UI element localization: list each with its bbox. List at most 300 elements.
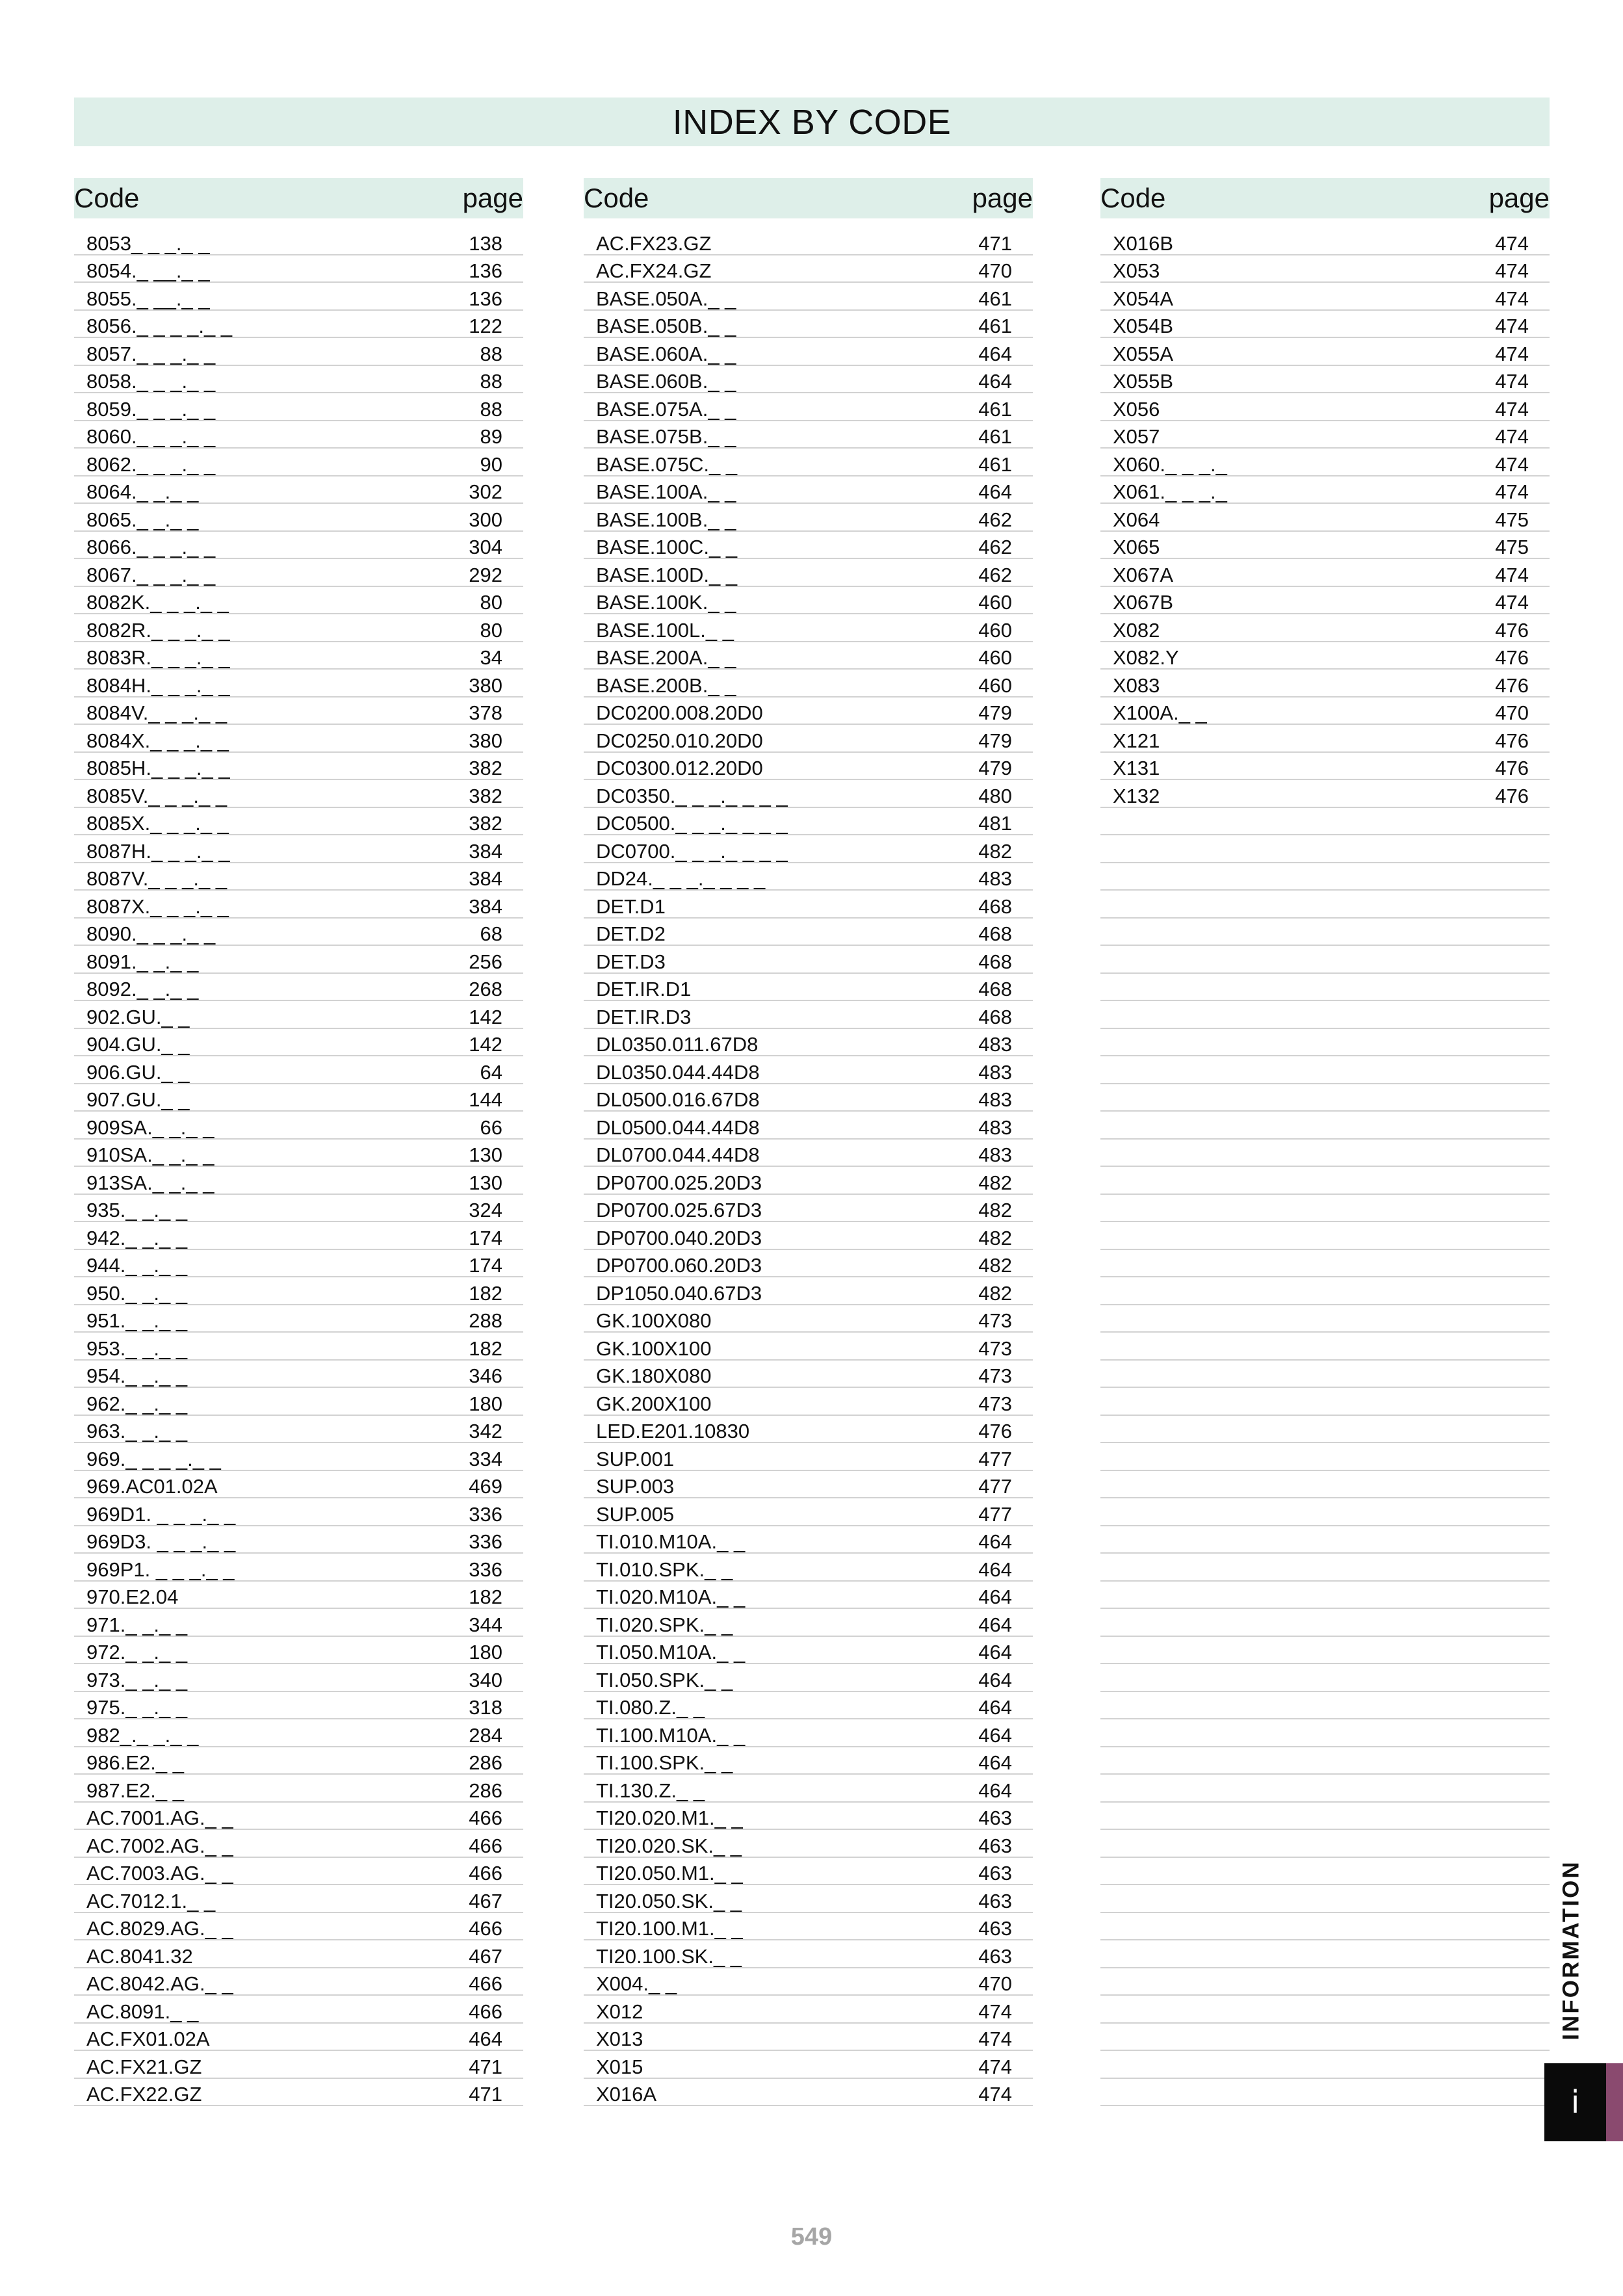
page-cell: 471 — [469, 2055, 502, 2078]
page-cell: 464 — [978, 1585, 1012, 1608]
index-row — [584, 614, 1033, 642]
index-row — [1100, 1803, 1550, 1831]
code-cell: BASE.060B._ _ — [596, 370, 736, 393]
index-row — [584, 1443, 1033, 1471]
code-cell: AC.8091._ _ — [86, 2000, 199, 2023]
index-row — [1100, 1637, 1550, 1665]
page-cell: 464 — [978, 1641, 1012, 1663]
page-cell: 474 — [1495, 591, 1529, 614]
index-row — [584, 1692, 1033, 1720]
index-row — [74, 1029, 523, 1057]
index-row — [1100, 1250, 1550, 1278]
page-cell: 88 — [480, 342, 502, 365]
code-header: Code — [584, 183, 649, 213]
index-row — [74, 1167, 523, 1195]
page-cell: 378 — [469, 701, 502, 724]
code-cell: DL0350.044.44D8 — [596, 1060, 760, 1084]
page-cell: 256 — [469, 950, 502, 973]
index-rows — [584, 228, 1033, 2106]
code-cell: 8087V._ _ _._ _ — [86, 867, 227, 890]
page-cell: 474 — [1495, 370, 1529, 393]
page-cell: 130 — [469, 1171, 502, 1194]
page-cell: 474 — [1495, 259, 1529, 282]
index-row — [74, 532, 523, 560]
index-row — [74, 1001, 523, 1029]
index-row — [1100, 476, 1550, 504]
code-cell: 987.E2._ _ — [86, 1779, 184, 1802]
code-cell: 8092._ _._ _ — [86, 978, 199, 1000]
code-cell: SUP.005 — [596, 1502, 675, 1526]
index-row — [74, 1526, 523, 1554]
index-row — [584, 1167, 1033, 1195]
code-cell: 8067._ _ _._ _ — [86, 563, 216, 586]
page-cell: 482 — [978, 1281, 1012, 1305]
page-cell: 471 — [469, 2083, 502, 2106]
code-cell: 913SA._ _._ _ — [86, 1171, 214, 1194]
page-cell: 474 — [978, 2028, 1012, 2050]
code-cell: TI.020.SPK._ _ — [596, 1613, 733, 1636]
code-cell: DP0700.060.20D3 — [596, 1254, 762, 1277]
code-cell: 8062._ _ _._ _ — [86, 452, 216, 476]
index-row — [1100, 919, 1550, 946]
code-cell: X060._ _ _._ — [1113, 452, 1227, 476]
page-cell: 466 — [469, 2000, 502, 2023]
page-cell: 461 — [978, 425, 1012, 448]
index-row — [74, 1084, 523, 1112]
page-cell: 479 — [978, 701, 1012, 724]
info-tab-glyph: i — [1570, 2084, 1580, 2120]
page-cell: 138 — [469, 231, 502, 255]
code-cell: DL0500.044.44D8 — [596, 1115, 760, 1139]
index-row — [584, 670, 1033, 698]
code-cell: X082.Y — [1113, 646, 1179, 669]
index-row — [1100, 1140, 1550, 1168]
index-row — [584, 393, 1033, 421]
code-cell: BASE.100C._ _ — [596, 536, 738, 558]
code-cell: 975._ _._ _ — [86, 1696, 188, 1719]
code-cell: GK.200X100 — [596, 1392, 712, 1415]
index-row — [1100, 228, 1550, 255]
page-cell: 336 — [469, 1502, 502, 1526]
index-row — [584, 753, 1033, 781]
page-cell: 470 — [978, 1972, 1012, 1995]
page-cell: 346 — [469, 1364, 502, 1387]
page-cell: 136 — [469, 259, 502, 282]
index-row — [1100, 421, 1550, 449]
code-cell: 8084H._ _ _._ _ — [86, 673, 230, 697]
page-header: page — [1488, 183, 1550, 213]
code-cell: 8059._ _ _._ _ — [86, 397, 216, 421]
page-cell: 336 — [469, 1530, 502, 1553]
page-cell: 473 — [978, 1392, 1012, 1415]
index-row — [584, 421, 1033, 449]
page-cell: 284 — [469, 1723, 502, 1747]
code-cell: 962._ _._ _ — [86, 1392, 188, 1415]
code-cell: X067B — [1113, 591, 1174, 614]
code-cell: 904.GU._ _ — [86, 1033, 190, 1056]
code-cell: BASE.200B._ _ — [596, 673, 736, 697]
code-cell: TI20.050.SK._ _ — [596, 1889, 742, 1912]
code-cell: 953._ _._ _ — [86, 1337, 188, 1360]
page-cell: 473 — [978, 1309, 1012, 1332]
index-row — [1100, 2051, 1550, 2079]
page-cell: 463 — [978, 1807, 1012, 1829]
section-label-text: INFORMATION — [1559, 1860, 1585, 2041]
code-cell: 963._ _._ _ — [86, 1420, 188, 1442]
page-header: page — [972, 183, 1033, 213]
index-row — [1100, 1913, 1550, 1941]
code-cell: DC0700._ _ _._ _ _ _ — [596, 839, 788, 863]
index-row — [584, 2051, 1033, 2079]
index-row — [74, 780, 523, 808]
index-row — [74, 1250, 523, 1278]
index-row — [74, 2024, 523, 2052]
index-row — [1100, 1388, 1550, 1416]
page-cell: 483 — [978, 1060, 1012, 1084]
index-row — [584, 863, 1033, 891]
code-cell: BASE.100D._ _ — [596, 563, 738, 586]
code-cell: TI.010.M10A._ _ — [596, 1530, 746, 1553]
index-row — [74, 698, 523, 725]
index-row — [584, 1112, 1033, 1140]
page-cell: 174 — [469, 1254, 502, 1277]
code-cell: BASE.060A._ _ — [596, 342, 736, 365]
page-cell: 336 — [469, 1558, 502, 1581]
index-row — [584, 1637, 1033, 1665]
index-row — [1100, 504, 1550, 532]
code-cell: X131 — [1113, 757, 1160, 779]
code-cell: AC.8042.AG._ _ — [86, 1972, 233, 1995]
page-cell: 474 — [978, 2000, 1012, 2023]
page-cell: 469 — [469, 1475, 502, 1498]
code-cell: 8082R._ _ _._ _ — [86, 618, 230, 642]
page-cell: 476 — [1495, 618, 1529, 642]
index-row — [74, 587, 523, 615]
code-cell: AC.7001.AG._ _ — [86, 1807, 233, 1829]
index-row — [74, 1471, 523, 1499]
code-cell: BASE.100K._ _ — [596, 591, 736, 614]
code-cell: X056 — [1113, 397, 1160, 421]
page-cell: 474 — [1495, 425, 1529, 448]
page-cell: 122 — [469, 315, 502, 337]
page-cell: 464 — [978, 1558, 1012, 1581]
index-row — [584, 1140, 1033, 1168]
code-cell: X054A — [1113, 287, 1174, 310]
page-cell: 382 — [469, 757, 502, 779]
page-cell: 300 — [469, 508, 502, 531]
index-row — [74, 1913, 523, 1941]
index-row — [584, 449, 1033, 476]
index-row — [74, 2079, 523, 2107]
column-header — [584, 178, 1033, 218]
index-row — [1100, 698, 1550, 725]
page-cell: 180 — [469, 1641, 502, 1663]
code-cell: BASE.100A._ _ — [596, 480, 736, 503]
index-row — [74, 808, 523, 836]
index-row — [74, 1609, 523, 1637]
code-cell: TI.100.SPK._ _ — [596, 1751, 733, 1774]
index-row — [584, 891, 1033, 919]
code-cell: AC.7002.AG._ _ — [86, 1834, 233, 1857]
index-row — [1100, 587, 1550, 615]
code-cell: X100A._ _ — [1113, 701, 1207, 724]
page-cell: 471 — [978, 231, 1012, 255]
page-cell: 464 — [978, 1751, 1012, 1774]
index-row — [74, 1140, 523, 1168]
page-cell: 464 — [978, 1613, 1012, 1636]
code-cell: X055A — [1113, 342, 1174, 365]
code-cell: TI.050.M10A._ _ — [596, 1641, 746, 1663]
code-cell: DL0350.011.67D8 — [596, 1033, 759, 1056]
page-cell: 268 — [469, 978, 502, 1000]
index-row — [584, 1940, 1033, 1968]
index-row — [74, 1885, 523, 1913]
code-cell: X067A — [1113, 563, 1174, 586]
index-row — [74, 476, 523, 504]
index-row — [584, 1858, 1033, 1886]
index-row — [74, 891, 523, 919]
page-cell: 142 — [469, 1005, 502, 1028]
info-icon[interactable] — [1544, 2063, 1606, 2141]
index-row — [1100, 946, 1550, 974]
page-cell: 344 — [469, 1613, 502, 1636]
code-cell: AC.8041.32 — [86, 1944, 193, 1968]
page-cell: 476 — [1495, 646, 1529, 669]
index-row — [584, 1388, 1033, 1416]
index-row — [584, 311, 1033, 339]
code-cell: GK.100X080 — [596, 1309, 712, 1332]
index-row — [1100, 393, 1550, 421]
index-row — [1100, 1554, 1550, 1582]
code-cell: 8057._ _ _._ _ — [86, 342, 216, 365]
code-cell: TI20.050.M1._ _ — [596, 1862, 743, 1885]
page-cell: 182 — [469, 1585, 502, 1608]
code-cell: DD24._ _ _._ _ _ _ — [596, 867, 766, 890]
page-cell: 461 — [978, 397, 1012, 421]
page-cell: 384 — [469, 867, 502, 890]
index-row — [1100, 1526, 1550, 1554]
index-row — [584, 559, 1033, 587]
page-cell: 68 — [480, 922, 502, 945]
page-cell: 476 — [1495, 784, 1529, 807]
page-cell: 476 — [1495, 729, 1529, 752]
page-cell: 464 — [978, 342, 1012, 365]
index-row — [584, 476, 1033, 504]
index-row — [1100, 808, 1550, 836]
page-cell: 80 — [480, 618, 502, 642]
code-cell: 8053_ _ _._ _ — [86, 231, 210, 255]
index-row — [1100, 1858, 1550, 1886]
index-row — [1100, 1112, 1550, 1140]
code-cell: AC.FX01.02A — [86, 2028, 210, 2050]
index-row — [1100, 338, 1550, 366]
index-row — [1100, 366, 1550, 394]
index-row — [584, 1885, 1033, 1913]
page-cell: 80 — [480, 591, 502, 614]
code-cell: AC.7012.1._ _ — [86, 1889, 216, 1912]
page-cell: 460 — [978, 591, 1012, 614]
page-cell: 466 — [469, 1972, 502, 1995]
code-cell: DP0700.025.67D3 — [596, 1199, 762, 1221]
index-row — [74, 1305, 523, 1333]
page-cell: 474 — [978, 2083, 1012, 2106]
index-row — [584, 1913, 1033, 1941]
code-cell: 8065._ _._ _ — [86, 508, 199, 531]
index-row — [1100, 891, 1550, 919]
page-cell: 340 — [469, 1668, 502, 1691]
index-row — [584, 1222, 1033, 1250]
index-row — [584, 2024, 1033, 2052]
index-row — [74, 614, 523, 642]
page-cell: 477 — [978, 1447, 1012, 1470]
index-row — [1100, 1968, 1550, 1996]
page-cell: 480 — [978, 784, 1012, 807]
index-row — [74, 835, 523, 863]
index-row — [584, 1609, 1033, 1637]
code-cell: TI.130.Z._ _ — [596, 1779, 705, 1802]
code-cell: 8084X._ _ _._ _ — [86, 729, 229, 752]
page-cell: 474 — [1495, 287, 1529, 310]
code-cell: 8082K._ _ _._ _ — [86, 591, 229, 614]
code-header: Code — [1100, 183, 1166, 213]
code-cell: 969D3. _ _ _._ _ — [86, 1530, 236, 1553]
page-cell: 382 — [469, 812, 502, 835]
index-row — [584, 835, 1033, 863]
index-row — [584, 1305, 1033, 1333]
index-row — [1100, 1361, 1550, 1389]
page-cell: 464 — [978, 1668, 1012, 1691]
index-row — [584, 338, 1033, 366]
page-cell: 460 — [978, 673, 1012, 697]
index-row — [584, 1471, 1033, 1499]
index-row — [1100, 753, 1550, 781]
code-cell: TI.100.M10A._ _ — [596, 1723, 746, 1747]
index-row — [1100, 1167, 1550, 1195]
page-cell: 130 — [469, 1143, 502, 1166]
page-cell: 463 — [978, 1889, 1012, 1912]
code-cell: X004._ _ — [596, 1972, 677, 1995]
page-cell: 462 — [978, 536, 1012, 558]
index-row — [1100, 311, 1550, 339]
code-cell: AC.FX22.GZ — [86, 2083, 202, 2106]
code-cell: X083 — [1113, 673, 1160, 697]
index-row — [584, 1803, 1033, 1831]
code-cell: BASE.200A._ _ — [596, 646, 736, 669]
code-cell: 8054._ __._ _ — [86, 259, 210, 282]
index-row — [1100, 1001, 1550, 1029]
index-row — [74, 1333, 523, 1361]
index-row — [1100, 1305, 1550, 1333]
code-cell: DL0500.016.67D8 — [596, 1088, 760, 1111]
code-cell: DC0500._ _ _._ _ _ _ — [596, 812, 788, 835]
page-cell: 464 — [469, 2028, 502, 2050]
index-row — [1100, 1940, 1550, 1968]
page-cell: 88 — [480, 397, 502, 421]
code-cell: 8064._ _._ _ — [86, 480, 199, 503]
index-row — [74, 393, 523, 421]
index-row — [74, 283, 523, 311]
page-cell: 384 — [469, 894, 502, 918]
index-row — [1100, 725, 1550, 753]
page-cell: 468 — [978, 894, 1012, 918]
index-row — [584, 919, 1033, 946]
index-row — [74, 1692, 523, 1720]
index-row — [584, 366, 1033, 394]
index-row — [74, 504, 523, 532]
page-cell: 464 — [978, 370, 1012, 393]
index-row — [74, 1443, 523, 1471]
index-row — [74, 338, 523, 366]
index-row — [74, 1996, 523, 2024]
index-row — [584, 228, 1033, 255]
page-cell: 461 — [978, 315, 1012, 337]
code-cell: 972._ _._ _ — [86, 1641, 188, 1663]
page-cell: 477 — [978, 1502, 1012, 1526]
page-cell: 462 — [978, 563, 1012, 586]
page-cell: 483 — [978, 1033, 1012, 1056]
index-row — [1100, 283, 1550, 311]
code-cell: GK.180X080 — [596, 1364, 712, 1387]
page-cell: 475 — [1495, 536, 1529, 558]
index-row — [74, 1968, 523, 1996]
page-cell: 182 — [469, 1281, 502, 1305]
index-row — [1100, 449, 1550, 476]
page-cell: 90 — [480, 452, 502, 476]
code-cell: 951._ _._ _ — [86, 1309, 188, 1332]
code-cell: AC.8029.AG._ _ — [86, 1917, 233, 1940]
code-cell: 969D1. _ _ _._ _ — [86, 1502, 236, 1526]
page-cell: 483 — [978, 1143, 1012, 1166]
tab-accent-stripe — [1606, 2063, 1623, 2141]
index-row — [1100, 559, 1550, 587]
code-cell: X064 — [1113, 508, 1160, 531]
code-cell: DC0350._ _ _._ _ _ _ — [596, 784, 788, 807]
page-cell: 474 — [1495, 452, 1529, 476]
code-cell: 971._ _._ _ — [86, 1613, 188, 1636]
index-row — [1100, 1664, 1550, 1692]
code-cell: 8066._ _ _._ _ — [86, 536, 216, 558]
code-cell: 907.GU._ _ — [86, 1088, 190, 1111]
page-cell: 380 — [469, 729, 502, 752]
code-cell: TI20.100.SK._ _ — [596, 1944, 742, 1968]
page-cell: 288 — [469, 1309, 502, 1332]
code-cell: BASE.075A._ _ — [596, 397, 736, 421]
code-cell: 982_._ _._ _ — [86, 1723, 199, 1747]
code-cell: X054B — [1113, 315, 1174, 337]
code-cell: DP1050.040.67D3 — [596, 1281, 762, 1305]
code-cell: DET.D1 — [596, 894, 666, 918]
index-row — [74, 1858, 523, 1886]
page-cell: 304 — [469, 536, 502, 558]
code-cell: 969._ _ _ _._ _ — [86, 1447, 221, 1470]
index-row — [74, 1112, 523, 1140]
code-cell: GK.100X100 — [596, 1337, 712, 1360]
index-row — [74, 1719, 523, 1747]
index-row — [1100, 2024, 1550, 2052]
index-row — [74, 1664, 523, 1692]
index-row — [74, 1361, 523, 1389]
index-row — [1100, 670, 1550, 698]
code-cell: X057 — [1113, 425, 1160, 448]
index-row — [584, 1250, 1033, 1278]
page-cell: 482 — [978, 1199, 1012, 1221]
page-cell: 477 — [978, 1475, 1012, 1498]
index-row — [584, 2079, 1033, 2107]
code-cell: 942._ _._ _ — [86, 1226, 188, 1249]
index-row — [74, 753, 523, 781]
page-cell: 463 — [978, 1944, 1012, 1968]
index-row — [74, 1582, 523, 1610]
